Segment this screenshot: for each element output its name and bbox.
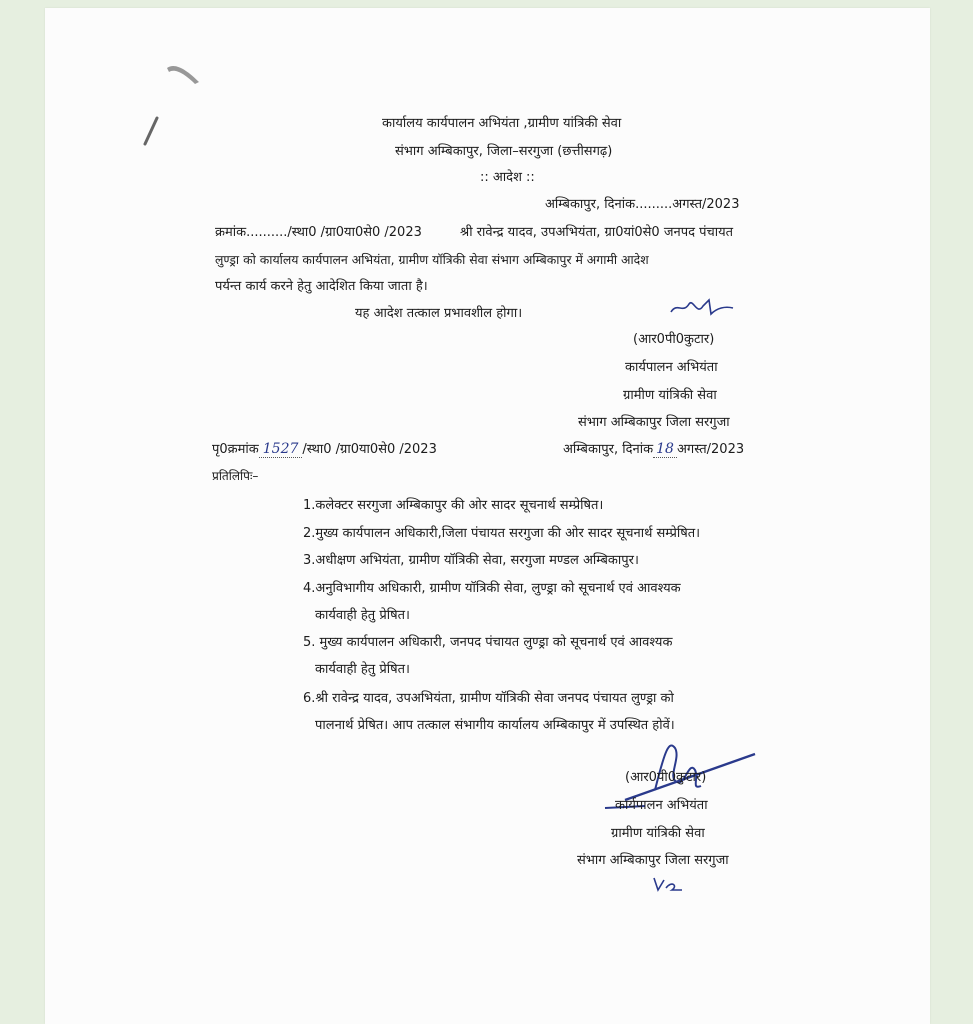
signature2-name: (आर0पी0कुटार) xyxy=(625,770,707,785)
copy-item-5-line1: 5. मुख्य कार्यपालन अधिकारी, जनपद पंचायत लुण्ड्रा को सूचनार्थ एवं आवश्यक xyxy=(303,635,673,650)
signature-1-icon xyxy=(667,294,747,324)
copy-item-5-line2: कार्यवाही हेतु प्रेषित। xyxy=(315,662,410,677)
copy-item-4-line2: कार्यवाही हेतु प्रेषित। xyxy=(315,608,410,623)
signature1-designation: कार्यपालन अभियंता xyxy=(625,360,718,375)
endorsement-place-suffix: अगस्त/2023 xyxy=(676,442,745,457)
letterhead-line2: संभाग अम्बिकापुर, जिला–सरगुजा (छत्तीसगढ़) xyxy=(395,144,613,159)
order-place-date: अम्बिकापुर, दिनांक.........अगस्त/2023 xyxy=(545,197,740,212)
copy-item-6-line1: 6.श्री रावेन्द्र यादव, उपअभियंता, ग्रामीण यॉत्रिकी सेवा जनपद पंचायत लुण्ड्रा को xyxy=(303,691,674,706)
copy-label: प्रतिलिपिः– xyxy=(212,469,259,483)
order-heading: :: आदेश :: xyxy=(480,170,535,185)
endorsement-place-date xyxy=(563,441,744,458)
copy-item-2: 2.मुख्य कार्यपालन अधिकारी,जिला पंचायत सरगुजा की ओर सादर सूचनार्थ सम्प्रेषित। xyxy=(303,526,701,541)
signature2-designation: कार्यपालन अभियंता xyxy=(615,798,708,813)
endorsement-ref-number: 1527 xyxy=(259,441,303,458)
order-reference: क्रमांक........../स्था0 /ग्रा0या0से0 /2023 xyxy=(215,225,422,240)
staple-mark-icon xyxy=(165,60,205,90)
signature2-office: संभाग अम्बिकापुर जिला सरगुजा xyxy=(577,853,729,868)
letterhead-line1: कार्यालय कार्यपालन अभियंता ,ग्रामीण यांत्रिकी सेवा xyxy=(382,116,622,131)
copy-item-4-line1: 4.अनुविभागीय अधिकारी, ग्रामीण यॉत्रिकी सेवा, लुण्ड्रा को सूचनार्थ एवं आवश्यक xyxy=(303,581,681,596)
order-body-line2: लुण्ड्रा को कार्यालय कार्यपालन अभियंता, ग्रामीण यॉत्रिकी सेवा संभाग अम्बिकापुर में अगामी आदेश xyxy=(215,252,649,267)
endorsement-date-number: 18 xyxy=(653,441,677,458)
endorsement-ref xyxy=(212,441,437,458)
initials-icon xyxy=(650,874,686,896)
endorsement-ref-suffix: /स्था0 /ग्रा0या0से0 /2023 xyxy=(302,442,437,457)
order-body-line3: पर्यन्त कार्य करने हेतु आदेशित किया जाता है। xyxy=(215,279,428,294)
order-effect: यह आदेश तत्काल प्रभावशील होगा। xyxy=(355,306,523,321)
copy-item-3: 3.अधीक्षण अभियंता, ग्रामीण यॉत्रिकी सेवा, सरगुजा मण्डल अम्बिकापुर। xyxy=(303,553,639,568)
signature1-name: (आर0पी0कुटार) xyxy=(633,332,715,347)
endorsement-place-prefix: अम्बिकापुर, दिनांक xyxy=(563,442,654,457)
order-body-line1: श्री रावेन्द्र यादव, उपअभियंता, ग्रा0यां0से0 जनपद पंचायत xyxy=(460,225,734,240)
copy-item-6-line2: पालनार्थ प्रेषित। आप तत्काल संभागीय कार्यालय अम्बिकापुर में उपस्थित होवें। xyxy=(315,718,675,733)
signature1-office: संभाग अम्बिकापुर जिला सरगुजा xyxy=(578,415,730,430)
staple-mark-icon xyxy=(141,116,161,146)
document-page xyxy=(45,8,930,1024)
copy-item-1: 1.कलेक्टर सरगुजा अम्बिकापुर की ओर सादर सूचनार्थ सम्प्रेषित। xyxy=(303,498,604,513)
signature2-department: ग्रामीण यांत्रिकी सेवा xyxy=(611,826,705,841)
signature1-department: ग्रामीण यांत्रिकी सेवा xyxy=(623,388,717,403)
endorsement-ref-prefix: पृ0क्रमांक xyxy=(212,442,259,457)
